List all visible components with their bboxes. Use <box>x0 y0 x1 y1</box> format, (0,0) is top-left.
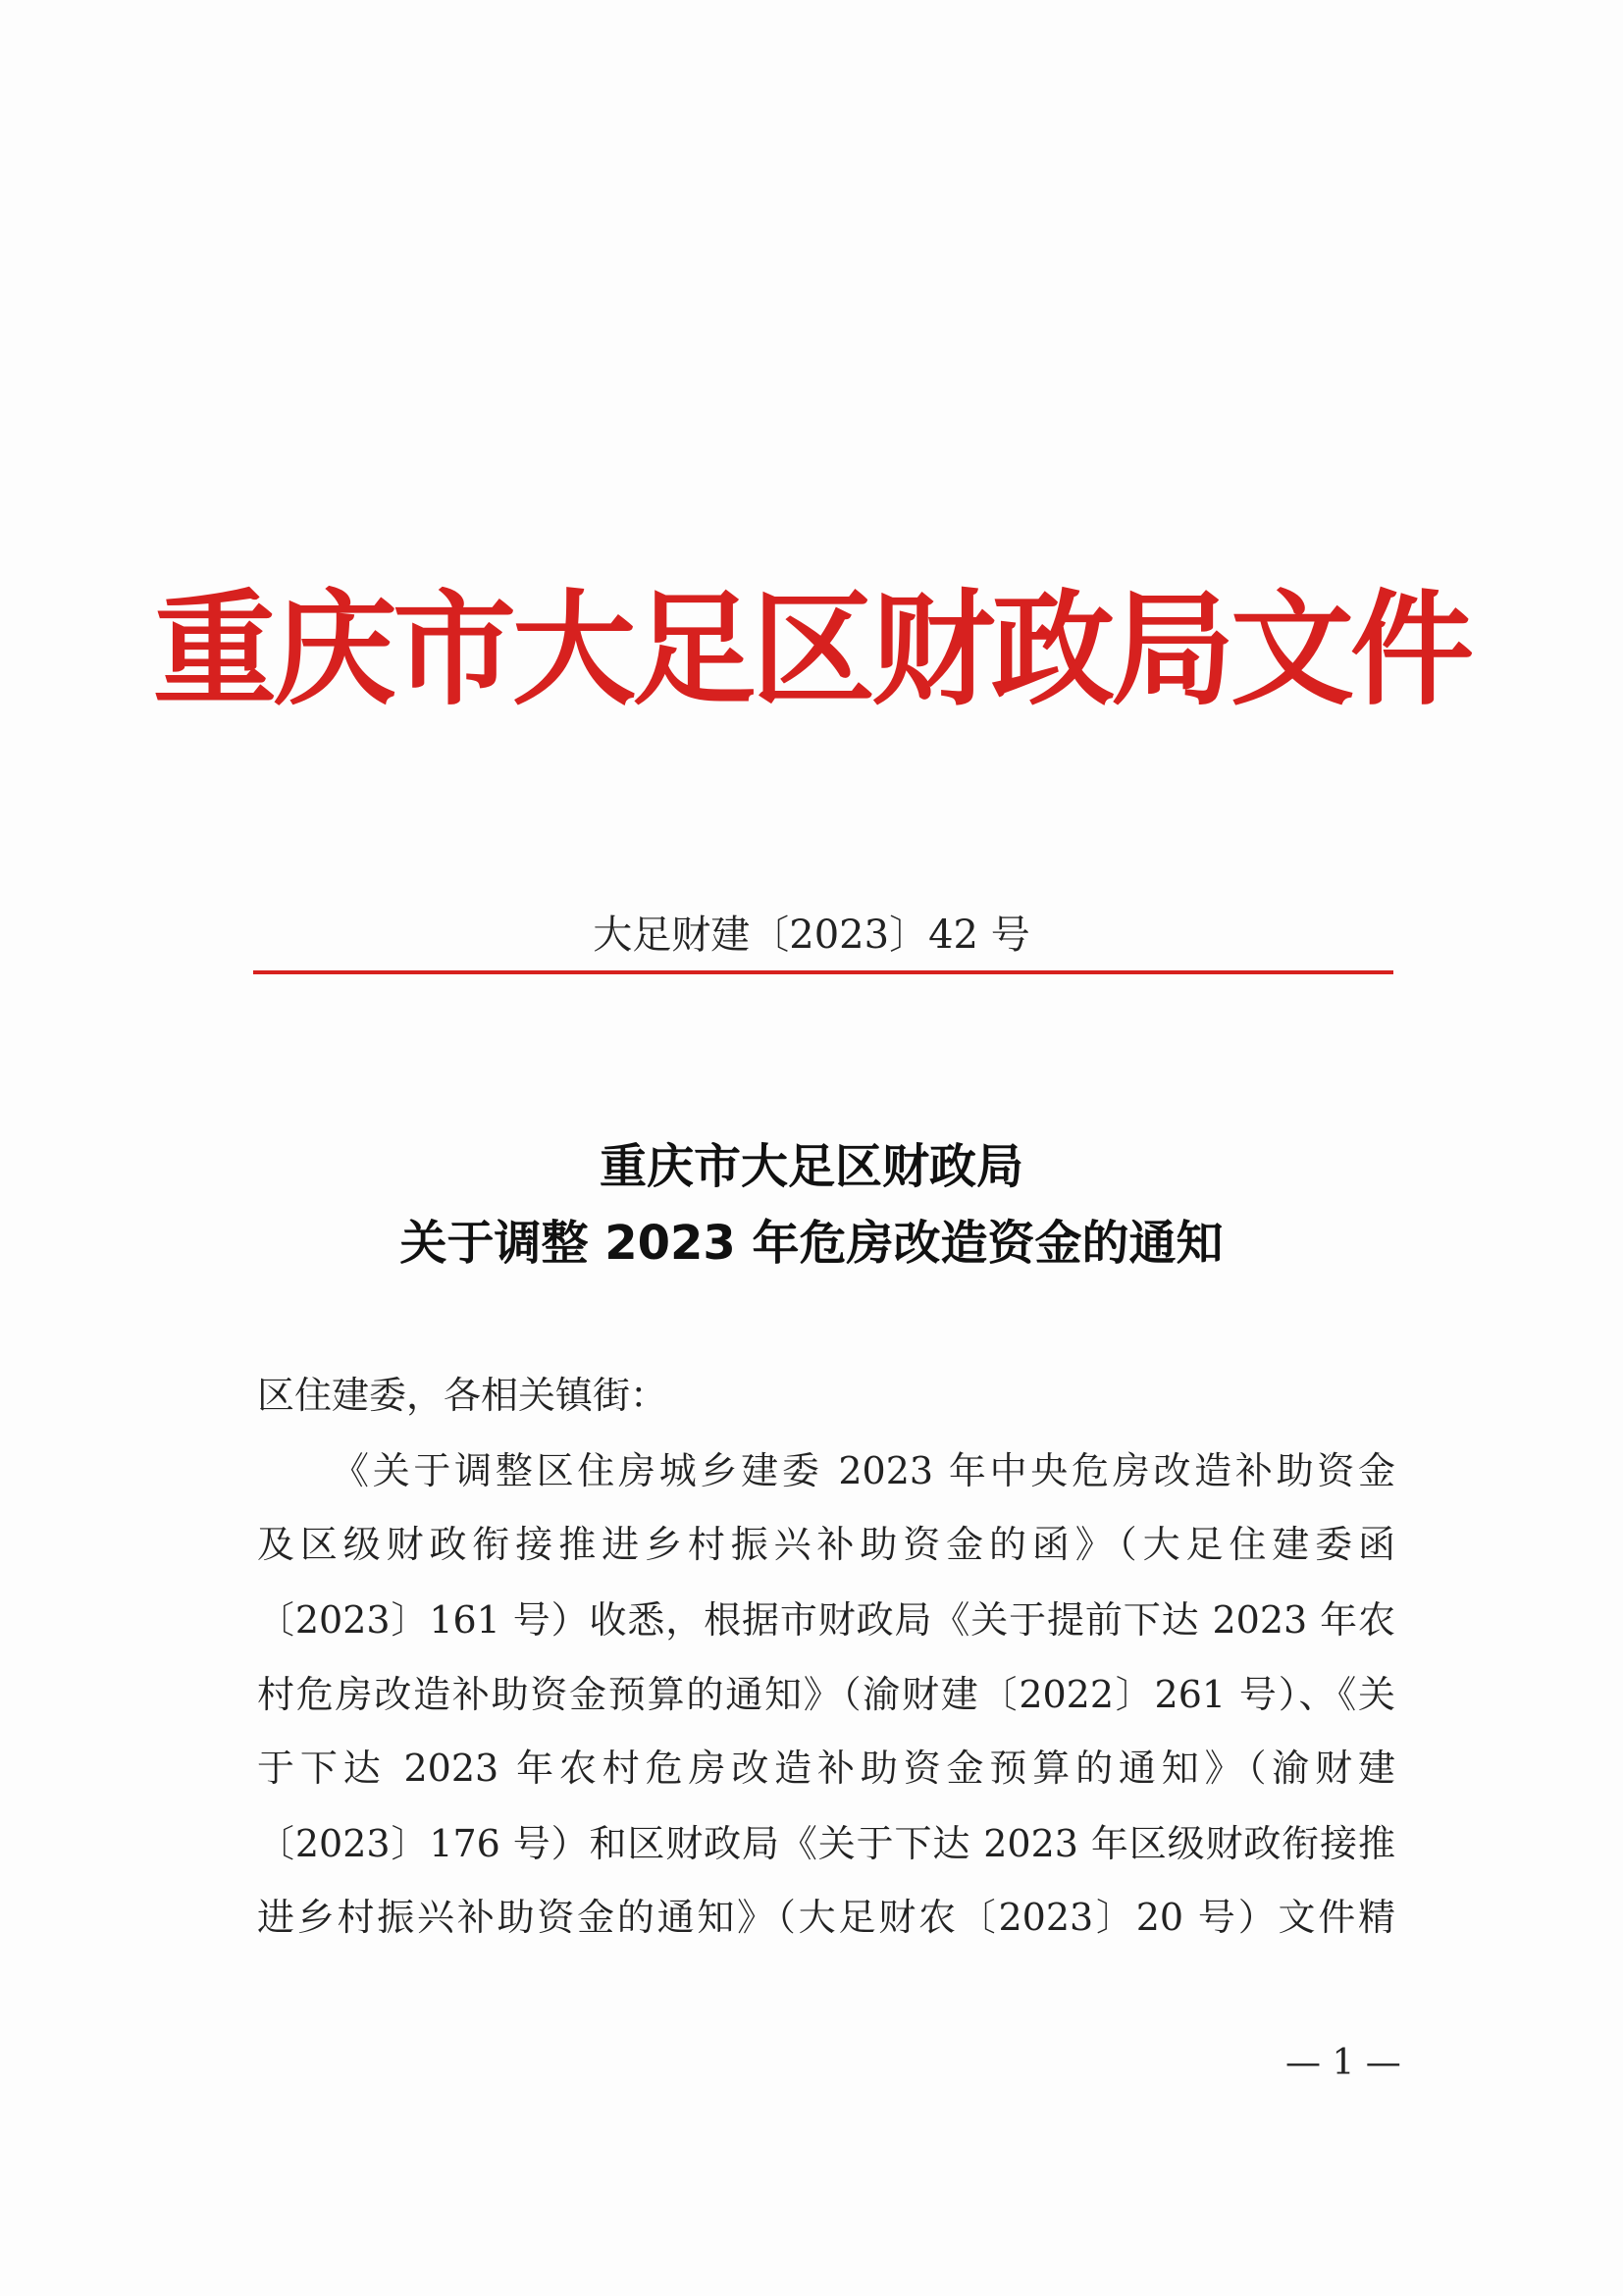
body-line: 村危房改造补助资金预算的通知》（渝财建〔2022〕261 号）、《关 <box>257 1673 1395 1716</box>
red-divider <box>253 970 1393 974</box>
page-number: — 1 — <box>1285 2043 1401 2083</box>
body-line: 《关于调整区住房城乡建委 2023 年中央危房改造补助资金 <box>332 1449 1395 1492</box>
document-masthead: 重庆市大足区财政局文件 <box>153 578 1470 722</box>
body-line: 〔2023〕176 号）和区财政局《关于下达 2023 年区级财政衔接推 <box>257 1822 1395 1865</box>
salutation: 区住建委，各相关镇街： <box>257 1374 668 1417</box>
body-line: 及区级财政衔接推进乡村振兴补助资金的函》（大足住建委函 <box>257 1523 1395 1566</box>
document-number: 大足财建〔2023〕42 号 <box>593 913 1030 958</box>
body-line: 进乡村振兴补助资金的通知》（大足财农〔2023〕20 号）文件精 <box>257 1896 1395 1939</box>
document-title-line-2: 关于调整 2023 年危房改造资金的通知 <box>399 1216 1224 1271</box>
document-title-line-1: 重庆市大足区财政局 <box>599 1139 1023 1194</box>
body-line: 于下达 2023 年农村危房改造补助资金预算的通知》（渝财建 <box>257 1747 1395 1790</box>
body-line: 〔2023〕161 号）收悉，根据市财政局《关于提前下达 2023 年农 <box>257 1598 1395 1642</box>
